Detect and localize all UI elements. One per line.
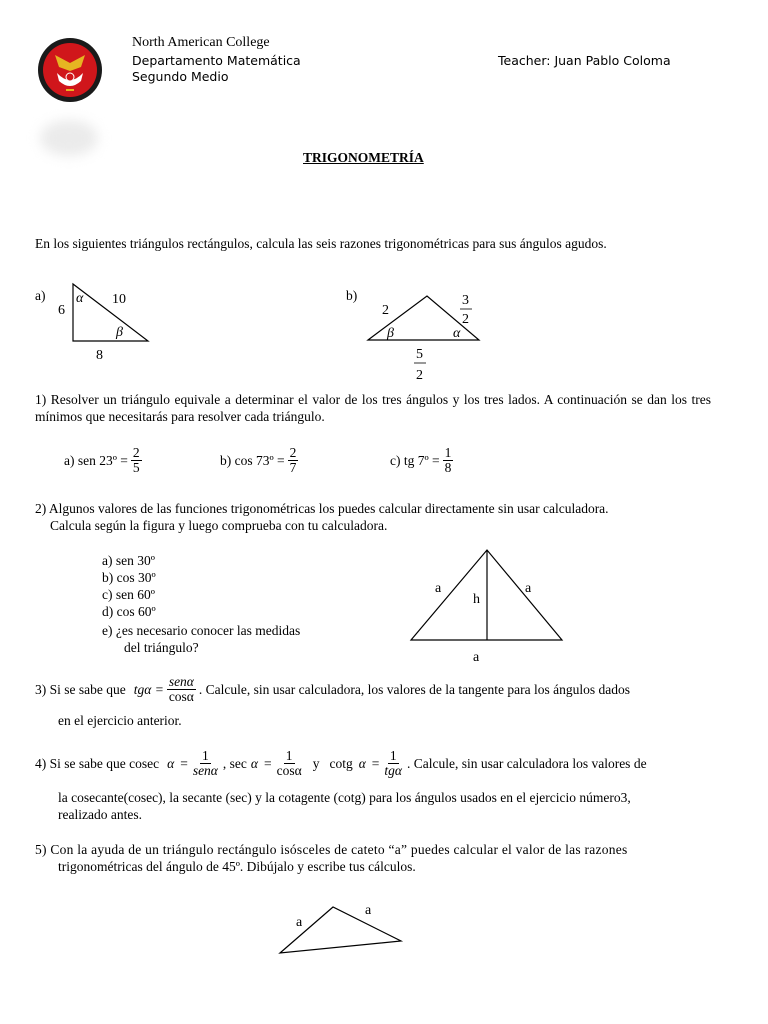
eq-triangle-left-a: a xyxy=(435,581,442,596)
triangle-a-alpha: α xyxy=(76,291,84,306)
q4-alpha-1: α xyxy=(167,755,175,771)
q3-pre: 3) Si se sabe que xyxy=(35,681,126,697)
q4-line3: realizado antes. xyxy=(58,807,142,822)
page-title: TRIGONOMETRÍA xyxy=(303,150,424,165)
triangle-b-right-num: 3 xyxy=(462,293,469,308)
q4-eq-1: = xyxy=(180,755,188,771)
q1-c-den: 8 xyxy=(444,460,452,476)
college-name: North American College xyxy=(132,35,270,50)
q1-a-den: 5 xyxy=(132,460,140,476)
triangle-b-beta: β xyxy=(387,326,394,341)
intro-text: En los siguientes triángulos rectángulos, calcula las seis razones trigonométricas para sus ángulos agudos. xyxy=(35,236,607,251)
q4-sec: , sec xyxy=(222,755,247,771)
q4-eq-2: = xyxy=(264,755,272,771)
q1-a-label: a) sen 23º = xyxy=(64,452,128,468)
triangle-b-base-num: 5 xyxy=(416,347,423,362)
isosceles-right-a: a xyxy=(365,903,372,918)
q4-num-2: 1 xyxy=(285,748,293,763)
q2-line2: Calcula según la figura y luego comprueba con tu calculadora. xyxy=(50,518,388,533)
figure-a-label: a) xyxy=(35,288,46,303)
triangle-b-side-2: 2 xyxy=(382,303,389,318)
triangle-b-base-den: 2 xyxy=(416,368,423,383)
eq-triangle-height-h: h xyxy=(473,592,480,607)
college-logo xyxy=(37,37,103,103)
q1-b-den: 7 xyxy=(289,460,297,476)
q1-a-num: 2 xyxy=(132,445,140,460)
course-level: Segundo Medio xyxy=(132,69,229,84)
q3-line1 xyxy=(35,675,630,704)
q2-item-d: d) cos 60º xyxy=(102,604,156,619)
q4-line2: la cosecante(cosec), la secante (sec) y la cotagente (cotg) para los ángulos usados en el ejercicio número3, xyxy=(58,790,631,805)
q4-y: y xyxy=(312,755,320,771)
q2-item-c: c) sen 60º xyxy=(102,587,155,602)
q4-alpha-2: α xyxy=(250,755,258,771)
q4-den-1: senα xyxy=(192,763,218,779)
q4-fraction-1 xyxy=(191,749,220,778)
logo-shadow xyxy=(40,120,98,156)
q3-fraction xyxy=(167,675,196,704)
q3-post: . Calcule, sin usar calculadora, los valores de la tangente para los ángulos dados xyxy=(198,681,631,697)
department-name: Departamento Matemática xyxy=(132,53,301,68)
q3-den: cosα xyxy=(168,689,194,705)
q3-line2: en el ejercicio anterior. xyxy=(58,713,182,728)
q5-line2: trigonométricas del ángulo de 45º. Dibújalo y escribe tus cálculos. xyxy=(58,859,416,874)
eq-triangle-base-a: a xyxy=(473,650,480,665)
q4-fraction-2 xyxy=(275,749,304,778)
q2-item-e: e) ¿es necesario conocer las medidas xyxy=(102,623,301,638)
q1-a-fraction xyxy=(131,446,142,475)
q4-cotg: cotg xyxy=(329,755,353,771)
triangle-a-side-6: 6 xyxy=(58,303,65,318)
triangle-a-beta: β xyxy=(116,325,123,340)
q2-item-a: a) sen 30º xyxy=(102,553,155,568)
q1-b-fraction xyxy=(288,446,299,475)
q3-num: senα xyxy=(168,674,194,689)
q4-pre: 4) Si se sabe que cosec xyxy=(35,755,160,771)
q4-num-3: 1 xyxy=(389,748,397,763)
q4-fraction-3 xyxy=(382,749,404,778)
q4-den-3: tgα xyxy=(384,763,403,779)
q4-eq-3: = xyxy=(371,755,380,771)
teacher-name: Teacher: Juan Pablo Coloma xyxy=(498,53,671,68)
triangle-a xyxy=(50,278,170,368)
q2-item-e-cont: del triángulo? xyxy=(124,640,199,655)
q4-num-1: 1 xyxy=(201,748,209,763)
q5-line1: 5) Con la ayuda de un triángulo rectángulo isósceles de cateto “a” puedes calcular el valor de las razones xyxy=(35,842,628,857)
figure-b-label: b) xyxy=(346,288,358,303)
q1-item-b xyxy=(220,446,301,475)
isosceles-triangle xyxy=(275,898,415,968)
q1-text: 1) Resolver un triángulo equivale a determinar el valor de los tres ángulos y los tres lados. A continuación se dan los tres mínimos que necesitarás para resolver cada triángulo. xyxy=(35,392,711,424)
q1-b-num: 2 xyxy=(289,445,297,460)
q1-item-c xyxy=(390,446,456,475)
isosceles-left-a: a xyxy=(296,915,303,930)
q1-c-fraction xyxy=(443,446,454,475)
q1-c-num: 1 xyxy=(444,445,452,460)
q2-line1: 2) Algunos valores de las funciones trigonométricas los puedes calcular directamente sin usar calculadora. xyxy=(35,501,609,516)
q4-alpha-3: α xyxy=(358,755,366,771)
q4-line1 xyxy=(35,749,647,778)
q3-tg: tgα = xyxy=(133,681,164,697)
triangle-a-base-8: 8 xyxy=(96,348,103,363)
equilateral-triangle xyxy=(405,545,575,665)
q1-c-label: c) tg 7º = xyxy=(390,452,440,468)
q4-post: . Calcule, sin usar calculadora los valores de xyxy=(407,755,647,771)
q1-item-a xyxy=(64,446,145,475)
triangle-b-right-den: 2 xyxy=(462,312,469,327)
q1-b-label: b) cos 73º = xyxy=(220,452,285,468)
eq-triangle-right-a: a xyxy=(525,581,532,596)
triangle-b xyxy=(360,285,500,385)
q4-den-2: cosα xyxy=(276,763,302,779)
triangle-b-alpha: α xyxy=(453,326,461,341)
q2-item-b: b) cos 30º xyxy=(102,570,156,585)
triangle-a-hyp-10: 10 xyxy=(112,292,126,307)
